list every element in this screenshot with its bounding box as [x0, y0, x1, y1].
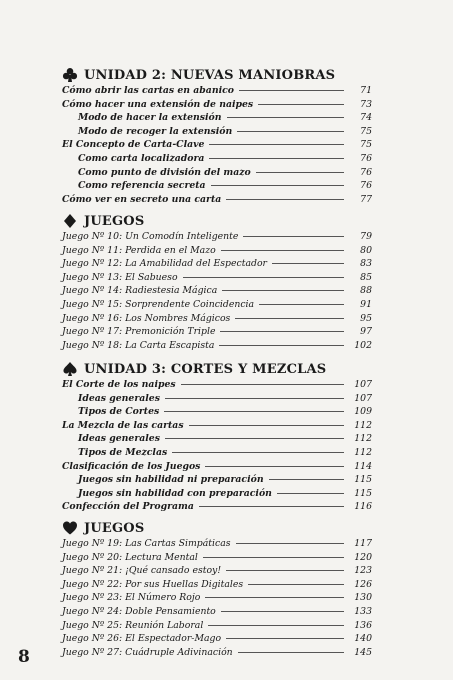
toc-entry [62, 405, 372, 419]
dot-leader [222, 290, 344, 291]
toc-entry-label: La Mezcla de las cartas [62, 419, 184, 431]
toc-entry-page: 120 [354, 551, 372, 563]
toc-entry [62, 125, 372, 139]
toc-entry [62, 111, 372, 125]
toc-entry [62, 138, 372, 152]
dot-leader [165, 398, 344, 399]
toc-entry [62, 98, 372, 112]
toc-entry [62, 193, 372, 207]
toc-entry [62, 84, 372, 98]
toc-entry-label: Juego Nº 20: Lectura Mental [62, 551, 198, 563]
toc-entry-page: 75 [360, 125, 372, 137]
toc-entry-label: Cómo ver en secreto una carta [62, 193, 222, 205]
dot-leader [236, 543, 344, 544]
toc-entry [62, 473, 372, 487]
toc-entry-label: Tipos de Cortes [78, 406, 160, 418]
toc-entry-page: 112 [354, 433, 372, 445]
toc-entry [62, 339, 372, 353]
toc-entry-label: Juegos sin habilidad ni preparación [78, 474, 264, 486]
toc-list [62, 230, 372, 352]
section-heading [62, 66, 372, 84]
dot-leader [256, 172, 344, 173]
dot-leader [248, 584, 344, 585]
heart-icon [62, 520, 78, 536]
dot-leader [181, 384, 344, 385]
toc-entry-page: 74 [360, 112, 372, 124]
toc-entry [62, 230, 372, 244]
toc-entry [62, 591, 372, 605]
toc-entry-page: 85 [360, 271, 372, 283]
toc-entry [62, 619, 372, 633]
toc-entry-page: 112 [354, 446, 372, 458]
toc-entry-label: Juego Nº 12: La Amabilidad del Espectador [62, 258, 267, 270]
dot-leader [272, 263, 344, 264]
dot-leader [205, 466, 344, 467]
toc-section-unidad-3 [62, 360, 372, 514]
dot-leader [237, 131, 344, 132]
toc-entry-label: Juego Nº 13: El Sabueso [62, 271, 178, 283]
toc-entry-page: 109 [354, 406, 372, 418]
toc-entry [62, 551, 372, 565]
toc-entry-label: Modo de hacer la extensión [78, 112, 222, 124]
toc-entry-page: 117 [354, 538, 372, 549]
spade-icon [62, 361, 78, 377]
toc-entry-page: 76 [360, 180, 372, 192]
toc-entry [62, 325, 372, 339]
dot-leader [172, 452, 344, 453]
dot-leader [209, 158, 344, 159]
toc-entry-label: El Corte de los naipes [62, 379, 176, 390]
toc-entry-page: 102 [354, 339, 372, 351]
toc-entry-label: Juego Nº 14: Radiestesia Mágica [62, 285, 218, 297]
toc-entry-label: Tipos de Mezclas [78, 446, 168, 458]
diamond-icon [62, 213, 78, 229]
toc-entry-page: 107 [354, 379, 372, 390]
dot-leader [238, 652, 344, 653]
toc-entry [62, 460, 372, 474]
toc-entry-page: 76 [360, 152, 372, 164]
toc-entry [62, 605, 372, 619]
toc-entry-page: 75 [360, 139, 372, 151]
toc-entry [62, 646, 372, 660]
toc-entry [62, 271, 372, 285]
toc-entry [62, 257, 372, 271]
section-title: JUEGOS [84, 213, 145, 229]
toc-entry [62, 487, 372, 501]
toc-entry-page: 107 [354, 392, 372, 404]
toc-section-unidad-2 [62, 66, 372, 206]
dot-leader [209, 144, 344, 145]
toc-entry-page: 76 [360, 166, 372, 178]
dot-leader [220, 331, 344, 332]
dot-leader [226, 638, 344, 639]
toc-section-juegos-1 [62, 212, 372, 352]
toc-entry-page: 140 [354, 633, 372, 645]
dot-leader [203, 557, 344, 558]
toc-entry-label: Juego Nº 19: Las Cartas Simpáticas [62, 538, 231, 549]
toc-entry-label: Juego Nº 11: Perdida en el Mazo [62, 244, 216, 256]
dot-leader [219, 345, 344, 346]
toc-entry [62, 432, 372, 446]
toc-entry-page: 95 [360, 312, 372, 324]
toc-entry-label: Como referencia secreta [78, 180, 206, 192]
toc-entry-label: Cómo hacer una extensión de naipes [62, 98, 254, 110]
toc-entry [62, 284, 372, 298]
dot-leader [258, 104, 344, 105]
dot-leader [183, 277, 344, 278]
toc-entry-label: Juego Nº 16: Los Nombres Mágicos [62, 312, 231, 324]
toc-entry-page: 73 [360, 98, 372, 110]
toc-entry-page: 71 [360, 85, 372, 96]
section-heading [62, 360, 372, 378]
toc-entry [62, 166, 372, 180]
toc-entry-label: Juego Nº 17: Premonición Triple [62, 326, 216, 338]
toc-entry-page: 80 [360, 244, 372, 256]
dot-leader [269, 479, 344, 480]
dot-leader [226, 199, 344, 200]
toc-entry-page: 114 [354, 460, 372, 472]
toc-entry [62, 152, 372, 166]
toc-entry [62, 446, 372, 460]
toc-list [62, 537, 372, 659]
toc-entry [62, 419, 372, 433]
toc-section-juegos-2 [62, 519, 372, 659]
toc-entry-label: Cómo abrir las cartas en abanico [62, 85, 234, 96]
toc-entry-label: Juego Nº 21: ¡Qué cansado estoy! [62, 565, 222, 577]
toc-entry-label: Juego Nº 10: Un Comodín Inteligente [62, 231, 239, 242]
toc-entry-label: Juego Nº 27: Cuádruple Adivinación [62, 646, 233, 658]
section-heading [62, 519, 372, 537]
toc-entry-label: Modo de recoger la extensión [78, 125, 233, 137]
toc-entry-label: Juego Nº 23: El Número Rojo [62, 592, 201, 604]
dot-leader [277, 493, 344, 494]
toc-entry-label: El Concepto de Carta-Clave [62, 139, 205, 151]
club-icon [62, 67, 78, 83]
toc-entry [62, 312, 372, 326]
section-title: JUEGOS [84, 520, 145, 536]
toc-entry-label: Juego Nº 22: Por sus Huellas Digitales [62, 578, 244, 590]
toc-entry [62, 378, 372, 392]
toc-entry-page: 136 [354, 619, 372, 631]
toc-entry-label: Confección del Programa [62, 501, 194, 513]
toc-entry-label: Ideas generales [78, 433, 160, 445]
toc-entry-page: 130 [354, 592, 372, 604]
toc-entry-label: Como punto de división del mazo [78, 166, 251, 178]
toc-entry-label: Ideas generales [78, 392, 160, 404]
section-title: UNIDAD 3: CORTES Y MEZCLAS [84, 361, 327, 377]
toc-entry [62, 500, 372, 514]
dot-leader [259, 304, 344, 305]
toc-entry [62, 179, 372, 193]
dot-leader [165, 438, 344, 439]
toc-list [62, 378, 372, 514]
dot-leader [235, 318, 344, 319]
toc-entry-page: 133 [354, 605, 372, 617]
dot-leader [205, 597, 344, 598]
toc-entry-page: 79 [360, 231, 372, 242]
toc-entry-label: Juego Nº 24: Doble Pensamiento [62, 605, 216, 617]
dot-leader [189, 425, 344, 426]
toc-entry-label: Juego Nº 25: Reunión Laboral [62, 619, 204, 631]
toc-entry-label: Clasificación de los Juegos [62, 460, 201, 472]
toc-entry [62, 298, 372, 312]
toc-entry [62, 564, 372, 578]
toc-entry-page: 123 [354, 565, 372, 577]
dot-leader [243, 236, 344, 237]
toc-list [62, 84, 372, 206]
toc-entry-page: 145 [354, 646, 372, 658]
dot-leader [227, 117, 344, 118]
section-title: UNIDAD 2: NUEVAS MANIOBRAS [84, 67, 336, 83]
toc-entry-page: 115 [354, 487, 372, 499]
dot-leader [221, 250, 344, 251]
toc-entry [62, 632, 372, 646]
section-heading [62, 212, 372, 230]
page-number: 8 [18, 647, 30, 667]
dot-leader [226, 570, 344, 571]
toc-entry [62, 244, 372, 258]
toc-entry-page: 88 [360, 285, 372, 297]
toc-entry [62, 392, 372, 406]
toc-entry-label: Juego Nº 26: El Espectador-Mago [62, 633, 222, 645]
toc-entry-page: 126 [354, 578, 372, 590]
dot-leader [239, 90, 344, 91]
toc-entry-label: Como carta localizadora [78, 152, 205, 164]
toc-entry-page: 91 [360, 298, 372, 310]
toc-entry-page: 116 [354, 501, 372, 513]
dot-leader [199, 506, 344, 507]
dot-leader [208, 625, 344, 626]
toc-entry-page: 112 [354, 419, 372, 431]
toc-entry-label: Juegos sin habilidad con preparación [78, 487, 272, 499]
toc-entry-page: 115 [354, 474, 372, 486]
dot-leader [211, 185, 344, 186]
toc-entry [62, 578, 372, 592]
toc-entry-page: 77 [360, 193, 372, 205]
toc-entry-page: 83 [360, 258, 372, 270]
dot-leader [221, 611, 344, 612]
toc-entry-label: Juego Nº 18: La Carta Escapista [62, 339, 215, 351]
toc-entry-page: 97 [360, 326, 372, 338]
dot-leader [164, 411, 344, 412]
toc-entry-label: Juego Nº 15: Sorprendente Coincidencia [62, 298, 255, 310]
toc-entry [62, 537, 372, 551]
